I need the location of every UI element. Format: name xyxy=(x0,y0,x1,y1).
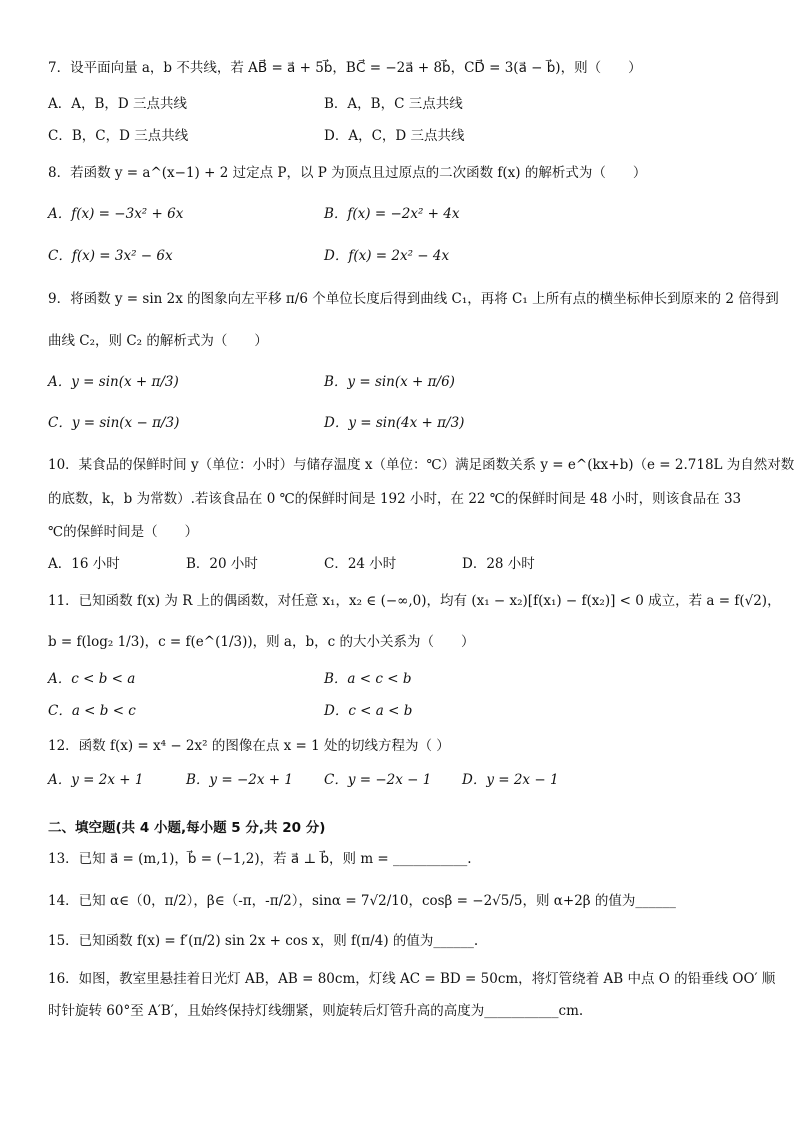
q12-option-b: B．y = −2x + 1 xyxy=(186,772,293,788)
q9-stem-line-1: 9．将函数 y = sin 2x 的图象向左平移 π/6 个单位长度后得到曲线 C₁，再将 C₁ 上所有点的横坐标伸长到原来的 2 倍得到 xyxy=(48,291,779,307)
q7-option-b: B．A，B，C 三点共线 xyxy=(324,96,463,112)
q10-stem-line-3: ℃的保鲜时间是（ ） xyxy=(48,524,199,540)
section-heading-fill-in: 二、填空题(共 4 小题,每小题 5 分,共 20 分) xyxy=(48,820,326,836)
q8-option-d: D．f(x) = 2x² − 4x xyxy=(324,248,450,264)
q11-option-b: B．a < c < b xyxy=(324,671,412,687)
q10-option-b: B．20 小时 xyxy=(186,556,258,572)
q16-stem-line-2: 时针旋转 60°至 A′B′，且始终保持灯线绷紧，则旋转后灯管升高的高度为___________cm. xyxy=(48,1003,584,1019)
q10-stem-line-1: 10．某食品的保鲜时间 y（单位：小时）与储存温度 x（单位：℃）满足函数关系 y = e^(kx+b)（e = 2.718L 为自然对数 xyxy=(48,457,794,473)
q10-stem-line-2: 的底数，k，b 为常数）.若该食品在 0 ℃的保鲜时间是 192 小时，在 22 ℃的保鲜时间是 48 小时，则该食品在 33 xyxy=(48,491,742,507)
q12-option-a: A．y = 2x + 1 xyxy=(48,772,144,788)
q7-option-d: D．A，C，D 三点共线 xyxy=(324,128,465,144)
q9-option-d: D．y = sin(4x + π/3) xyxy=(324,415,465,431)
q11-option-d: D．c < a < b xyxy=(324,703,413,719)
q15-stem: 15．已知函数 f(x) = f′(π/2) sin 2x + cos x，则 f(π/4) 的值为______. xyxy=(48,933,479,949)
q12-option-c: C．y = −2x − 1 xyxy=(324,772,432,788)
q9-option-c: C．y = sin(x − π/3) xyxy=(48,415,180,431)
q10-option-d: D．28 小时 xyxy=(462,556,535,572)
q12-stem: 12．函数 f(x) = x⁴ − 2x² 的图像在点 x = 1 处的切线方程为（ ） xyxy=(48,738,450,754)
q12-option-d: D．y = 2x − 1 xyxy=(462,772,559,788)
q11-stem-line-2: b = f(log₂ 1/3)，c = f(e^(1/3))，则 a，b，c 的大小关系为（ ） xyxy=(48,634,475,650)
q11-stem-line-1: 11．已知函数 f(x) 为 R 上的偶函数，对任意 x₁，x₂ ∈ (−∞,0)，均有 (x₁ − x₂)[f(x₁) − f(x₂)] < 0 成立，若 a = f(√2)， xyxy=(48,593,781,609)
q10-option-a: A．16 小时 xyxy=(48,556,120,572)
q11-option-c: C．a < b < c xyxy=(48,703,136,719)
q7-stem: 7．设平面向量 a，b 不共线，若 AB⃗ = a⃗ + 5b⃗，BC⃗ = −2a⃗ + 8b⃗，CD⃗ = 3(a⃗ − b⃗)，则（ ） xyxy=(48,60,642,76)
q8-stem: 8．若函数 y = a^(x−1) + 2 过定点 P，以 P 为顶点且过原点的二次函数 f(x) 的解析式为（ ） xyxy=(48,165,647,181)
q12-options xyxy=(48,772,600,788)
q11-option-a: A．c < b < a xyxy=(48,671,136,687)
q7-option-a: A．A，B，D 三点共线 xyxy=(48,96,188,112)
q10-option-c: C．24 小时 xyxy=(324,556,397,572)
q8-option-c: C．f(x) = 3x² − 6x xyxy=(48,248,173,264)
q7-option-c: C．B，C，D 三点共线 xyxy=(48,128,189,144)
q9-stem-line-2: 曲线 C₂，则 C₂ 的解析式为（ ） xyxy=(48,333,268,349)
q16-stem-line-1: 16．如图，教室里悬挂着日光灯 AB，AB = 80cm，灯线 AC = BD = 50cm，将灯管绕着 AB 中点 O 的铅垂线 OO′ 顺 xyxy=(48,971,776,987)
q9-option-a: A．y = sin(x + π/3) xyxy=(48,374,179,390)
q10-options xyxy=(48,556,600,572)
q14-stem: 14．已知 α∈（0，π/2），β∈（-π，-π/2），sinα = 7√2/10，cosβ = −2√5/5，则 α+2β 的值为______ xyxy=(48,893,676,909)
q13-stem: 13．已知 a⃗ = (m,1)，b⃗ = (−1,2)，若 a⃗ ⊥ b⃗，则 m = ___________. xyxy=(48,851,472,867)
q8-option-b: B．f(x) = −2x² + 4x xyxy=(324,206,460,222)
q9-option-b: B．y = sin(x + π/6) xyxy=(324,374,455,390)
q8-option-a: A．f(x) = −3x² + 6x xyxy=(48,206,184,222)
